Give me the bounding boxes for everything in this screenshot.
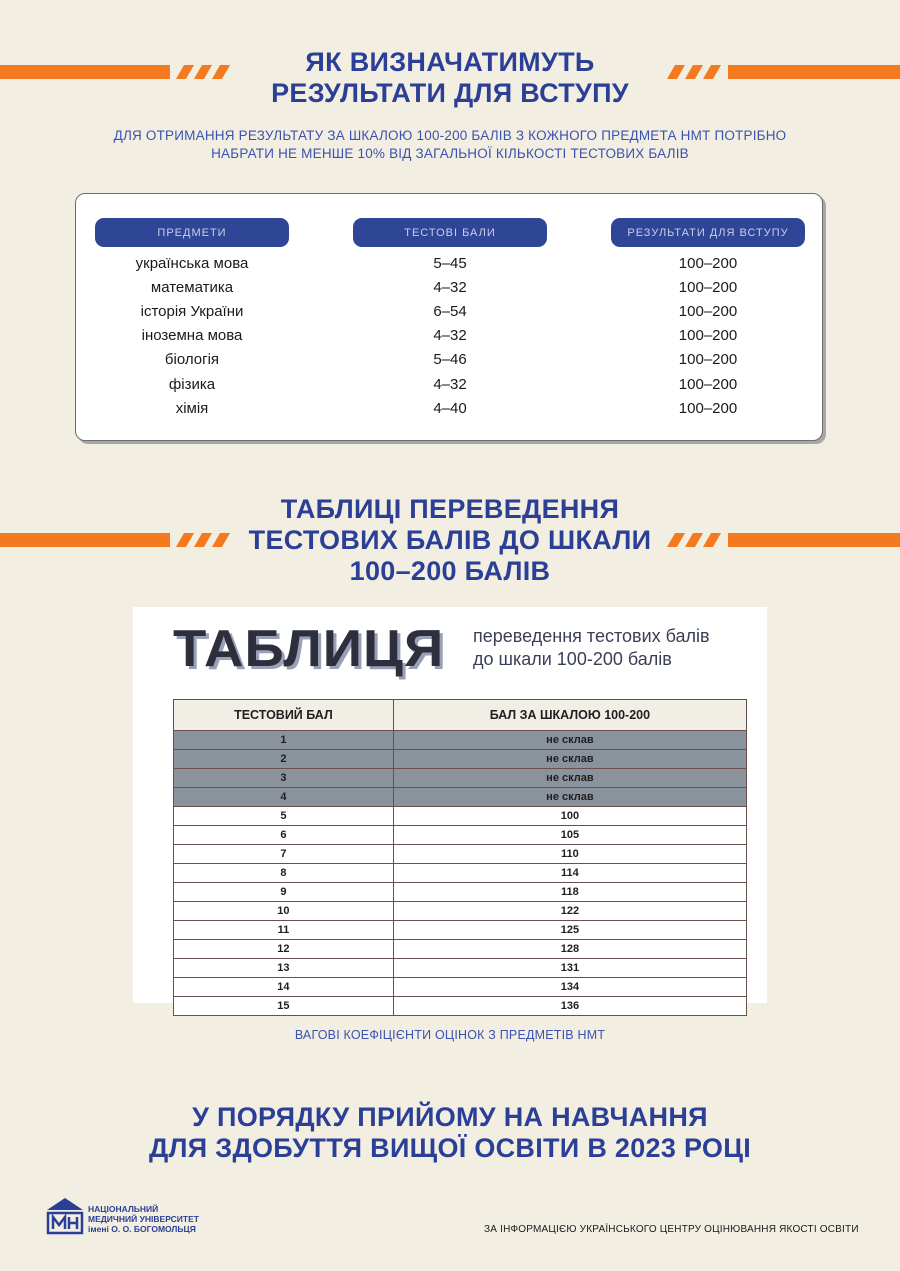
section1-title-line1: ЯК ВИЗНАЧАТИМУТЬ bbox=[305, 47, 595, 77]
test-score-cell: 4 bbox=[174, 788, 394, 807]
test-score-cell: 14 bbox=[174, 978, 394, 997]
test-cell: 5–45 bbox=[433, 255, 467, 272]
test-score-cell: 15 bbox=[174, 997, 394, 1016]
test-score-cell: 13 bbox=[174, 959, 394, 978]
scale-score-cell: не склав bbox=[393, 750, 746, 769]
section1-note bbox=[0, 127, 900, 163]
scale-score-cell: 100 bbox=[393, 807, 746, 826]
source-note: ЗА ІНФОРМАЦІЄЮ УКРАЇНСЬКОГО ЦЕНТРУ ОЦІНЮВАННЯ ЯКОСТІ ОСВІТИ bbox=[484, 1224, 859, 1235]
scale-score-cell: 118 bbox=[393, 883, 746, 902]
test-cell: 4–40 bbox=[433, 400, 467, 417]
conversion-table bbox=[173, 699, 747, 1016]
table-row bbox=[174, 940, 747, 959]
subject-cell: біологія bbox=[164, 351, 220, 368]
scale-score-cell: 125 bbox=[393, 921, 746, 940]
table-row bbox=[174, 845, 747, 864]
table-row bbox=[174, 864, 747, 883]
header-subjects: ПРЕДМЕТИ bbox=[95, 218, 289, 247]
result-cell: 100–200 bbox=[678, 327, 738, 344]
section2-title-line1: ТАБЛИЦІ ПЕРЕВЕДЕННЯ bbox=[280, 494, 620, 524]
test-score-cell: 6 bbox=[174, 826, 394, 845]
subject-cell: хімія bbox=[175, 400, 209, 417]
conversion-big-title: ТАБЛИЦЯ bbox=[173, 620, 445, 678]
university-name bbox=[88, 1204, 199, 1234]
header-test-scores: ТЕСТОВІ БАЛИ bbox=[353, 218, 547, 247]
result-cell: 100–200 bbox=[678, 400, 738, 417]
result-cell: 100–200 bbox=[678, 376, 738, 393]
scale-score-cell: 134 bbox=[393, 978, 746, 997]
test-score-cell: 3 bbox=[174, 769, 394, 788]
test-cell: 6–54 bbox=[433, 303, 467, 320]
section3-title-line2: ДЛЯ ЗДОБУТТЯ ВИЩОЇ ОСВІТИ В 2023 РОЦІ bbox=[148, 1133, 752, 1163]
conversion-caption-line1: переведення тестових балів bbox=[473, 626, 710, 646]
university-name-line3: імені О. О. БОГОМОЛЬЦЯ bbox=[88, 1224, 196, 1234]
scale-score-cell: 122 bbox=[393, 902, 746, 921]
university-name-line1: НАЦІОНАЛЬНИЙ bbox=[88, 1204, 159, 1214]
conversion-caption-line2: до шкали 100-200 балів bbox=[473, 649, 672, 669]
test-score-cell: 11 bbox=[174, 921, 394, 940]
scale-score-cell: не склав bbox=[393, 788, 746, 807]
table-row bbox=[174, 921, 747, 940]
conversion-caption bbox=[473, 625, 710, 671]
test-score-cell: 1 bbox=[174, 731, 394, 750]
table-row bbox=[174, 769, 747, 788]
table-row bbox=[174, 731, 747, 750]
col-test-score: ТЕСТОВИЙ БАЛ bbox=[174, 700, 394, 731]
table-row bbox=[174, 959, 747, 978]
scale-score-cell: не склав bbox=[393, 731, 746, 750]
table-row bbox=[174, 826, 747, 845]
section1-title-line2: РЕЗУЛЬТАТИ ДЛЯ ВСТУПУ bbox=[271, 78, 629, 108]
result-cell: 100–200 bbox=[678, 303, 738, 320]
test-cell: 4–32 bbox=[433, 327, 467, 344]
test-score-cell: 9 bbox=[174, 883, 394, 902]
section2-title-line3: 100–200 БАЛІВ bbox=[349, 556, 551, 586]
section1-note-line2: НАБРАТИ НЕ МЕНШЕ 10% ВІД ЗАГАЛЬНОЇ КІЛЬКОСТІ ТЕСТОВИХ БАЛІВ bbox=[211, 146, 689, 161]
test-score-cell: 5 bbox=[174, 807, 394, 826]
table-row bbox=[174, 978, 747, 997]
subject-cell: історія України bbox=[140, 303, 244, 320]
scale-score-cell: 131 bbox=[393, 959, 746, 978]
test-score-cell: 2 bbox=[174, 750, 394, 769]
section1-note-line1: ДЛЯ ОТРИМАННЯ РЕЗУЛЬТАТУ ЗА ШКАЛОЮ 100-200 БАЛІВ З КОЖНОГО ПРЕДМЕТА НМТ ПОТРІБНО bbox=[113, 128, 787, 143]
scale-score-cell: 128 bbox=[393, 940, 746, 959]
university-logo-icon bbox=[45, 1196, 85, 1236]
test-score-cell: 8 bbox=[174, 864, 394, 883]
table-row bbox=[174, 902, 747, 921]
subject-cell: фізика bbox=[168, 376, 216, 393]
test-cell: 4–32 bbox=[433, 279, 467, 296]
conversion-table-panel bbox=[133, 607, 767, 1012]
results-card bbox=[75, 193, 823, 441]
table-row bbox=[174, 807, 747, 826]
scale-score-cell: 136 bbox=[393, 997, 746, 1016]
section2-title-line2: ТЕСТОВИХ БАЛІВ ДО ШКАЛИ bbox=[248, 525, 652, 555]
coefficients-note: ВАГОВІ КОЕФІЦІЄНТИ ОЦІНОК З ПРЕДМЕТІВ НМТ bbox=[294, 1028, 606, 1042]
test-score-cell: 7 bbox=[174, 845, 394, 864]
scale-score-cell: 110 bbox=[393, 845, 746, 864]
table-row bbox=[174, 883, 747, 902]
section2-title bbox=[0, 494, 900, 587]
section3-title bbox=[0, 1102, 900, 1164]
test-cell: 4–32 bbox=[433, 376, 467, 393]
section1-title bbox=[0, 47, 900, 109]
section3-title-line1: У ПОРЯДКУ ПРИЙОМУ НА НАВЧАННЯ bbox=[192, 1102, 708, 1132]
header-admission-results: РЕЗУЛЬТАТИ ДЛЯ ВСТУПУ bbox=[611, 218, 805, 247]
col-scale-score: БАЛ ЗА ШКАЛОЮ 100-200 bbox=[393, 700, 746, 731]
table-row bbox=[174, 788, 747, 807]
subject-cell: українська мова bbox=[135, 255, 249, 272]
result-cell: 100–200 bbox=[678, 255, 738, 272]
result-cell: 100–200 bbox=[678, 351, 738, 368]
subject-cell: іноземна мова bbox=[141, 327, 243, 344]
test-score-cell: 12 bbox=[174, 940, 394, 959]
scale-score-cell: 105 bbox=[393, 826, 746, 845]
scale-score-cell: 114 bbox=[393, 864, 746, 883]
subject-cell: математика bbox=[150, 279, 234, 296]
table-row bbox=[174, 750, 747, 769]
scale-score-cell: не склав bbox=[393, 769, 746, 788]
university-name-line2: МЕДИЧНИЙ УНІВЕРСИТЕТ bbox=[88, 1214, 199, 1224]
table-row bbox=[174, 997, 747, 1016]
result-cell: 100–200 bbox=[678, 279, 738, 296]
test-cell: 5–46 bbox=[433, 351, 467, 368]
test-score-cell: 10 bbox=[174, 902, 394, 921]
